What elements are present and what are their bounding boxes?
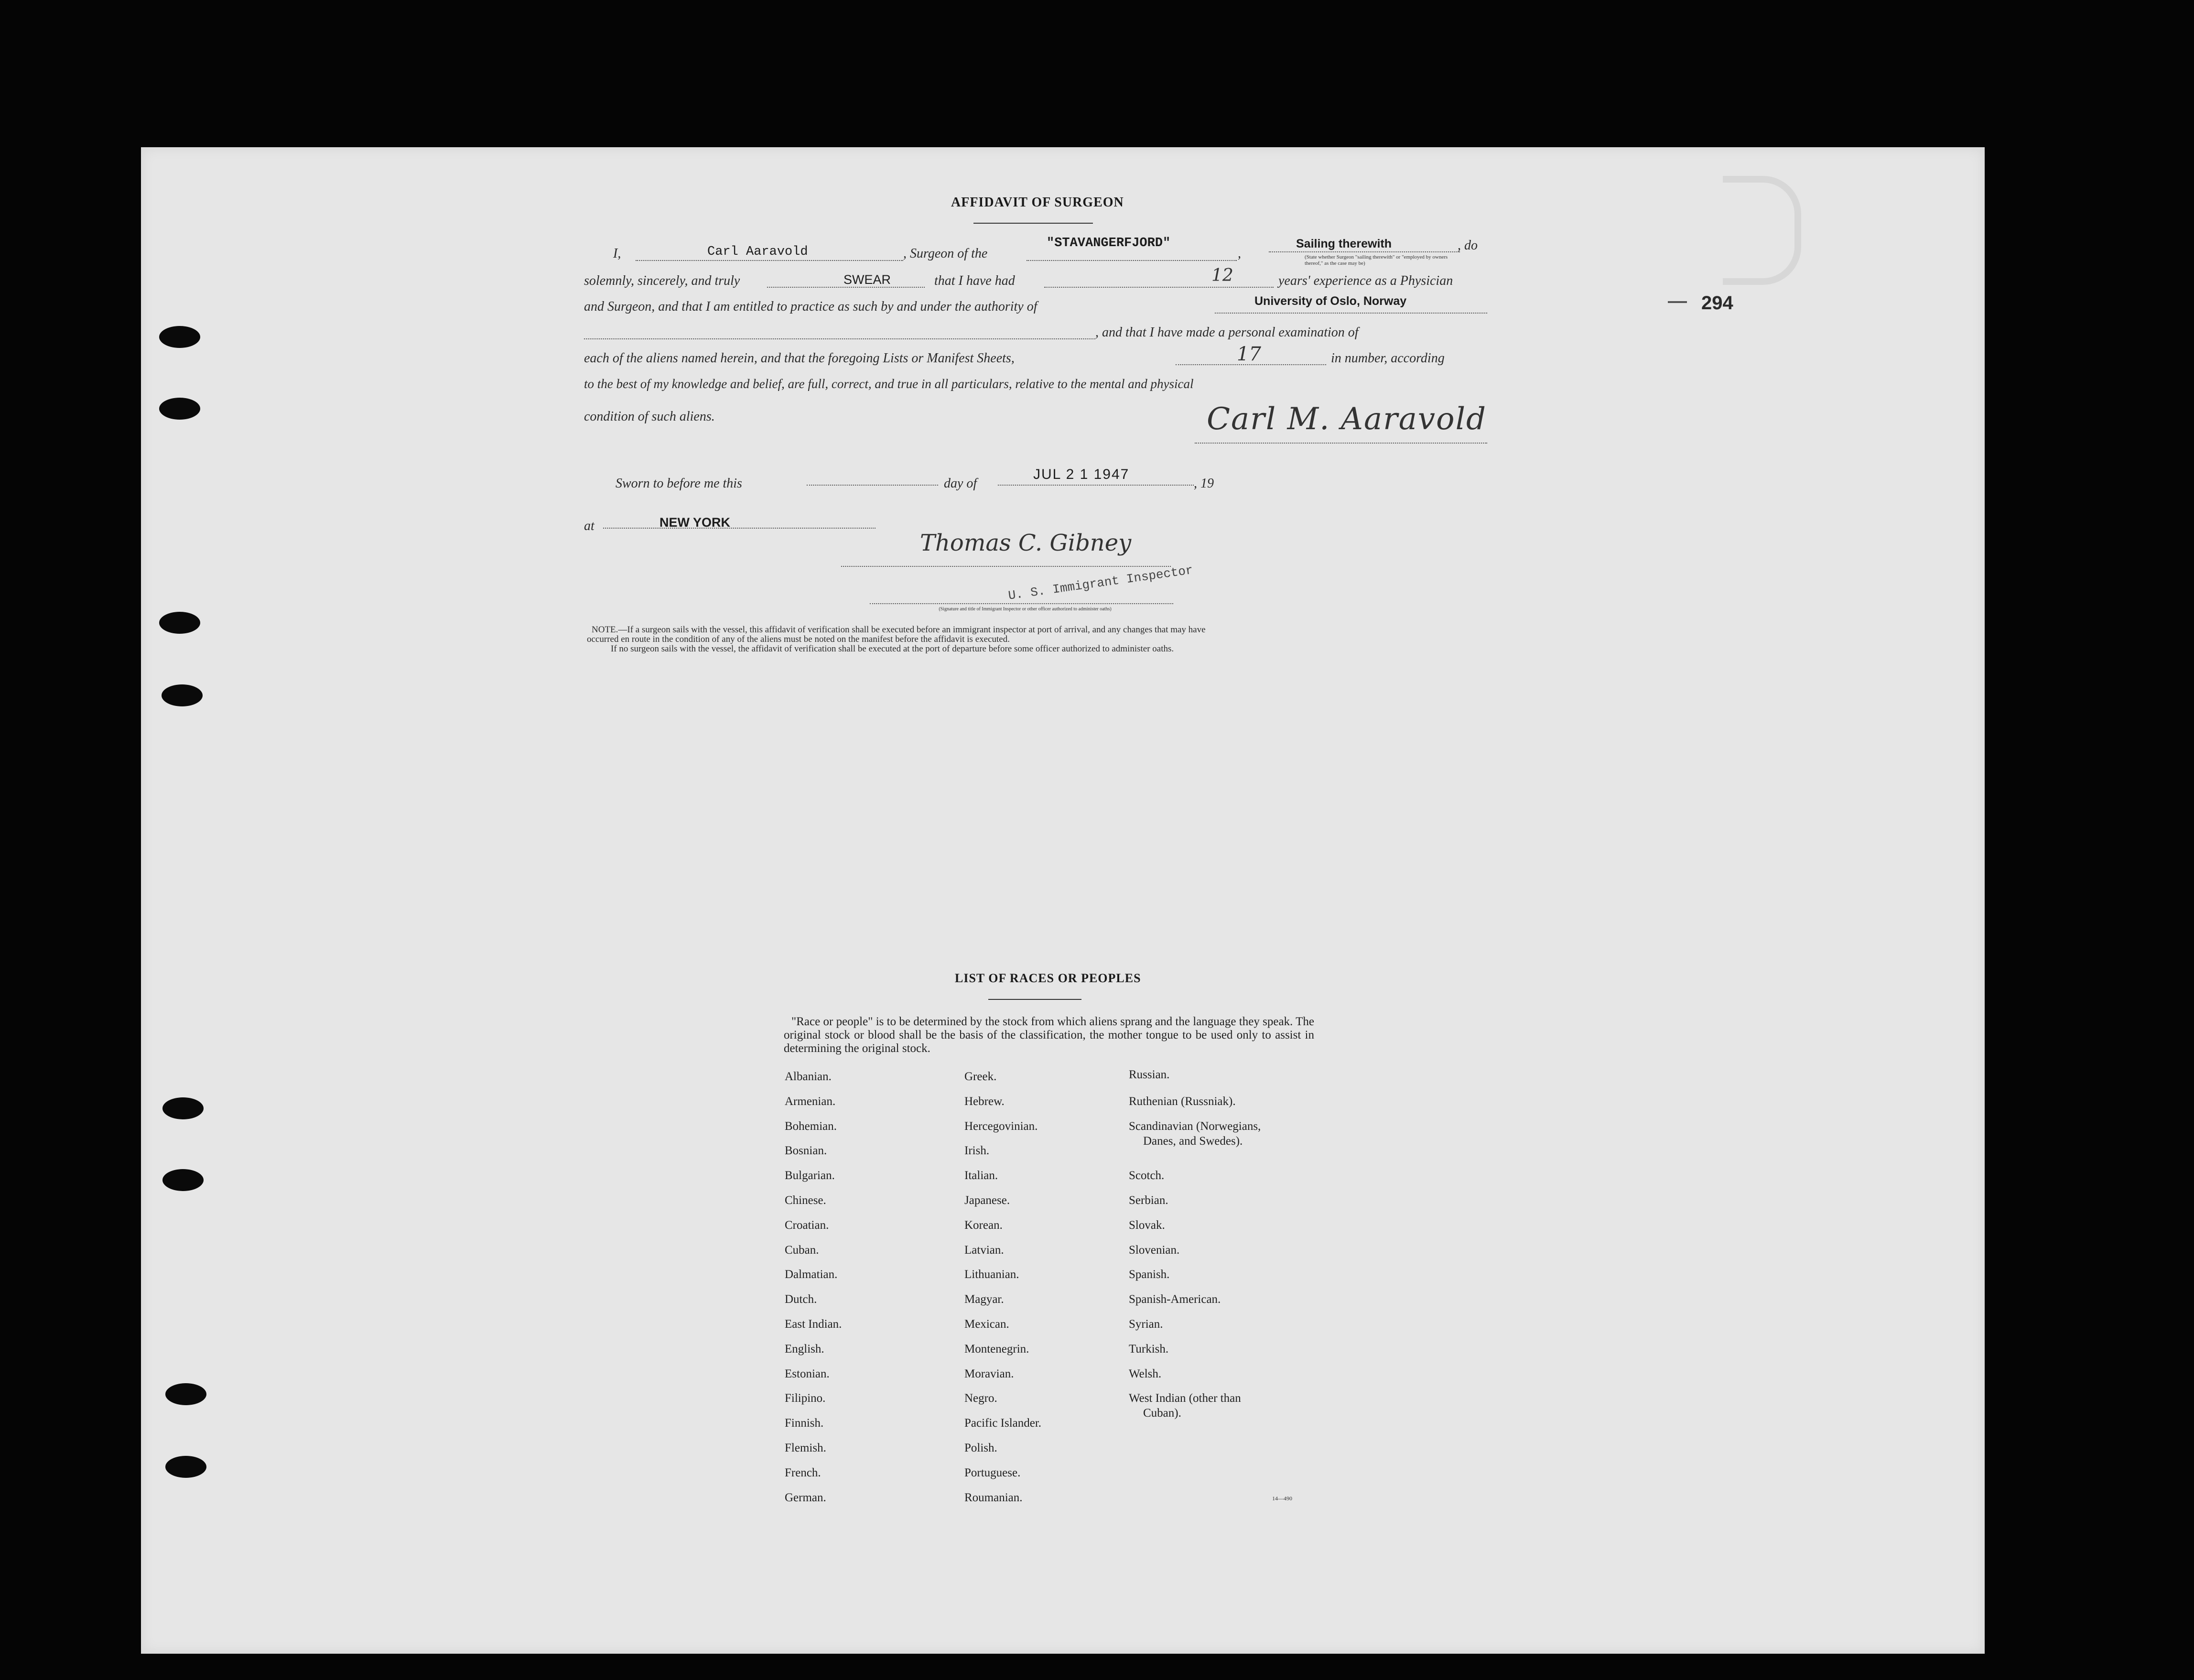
races-title-underline [988,999,1081,1000]
race-item: Cuban. [785,1243,819,1257]
punch-hole [165,1456,206,1478]
authority-line [1215,313,1487,314]
punch-hole [159,612,200,634]
punch-hole [159,398,200,420]
knowledge-text: to the best of my knowledge and belief, are full, correct, and true in all particulars, relative to the mental and physical [584,377,1194,391]
sworn-date-line [998,485,1194,486]
race-item: Bosnian. [785,1144,827,1158]
punch-hole [162,1097,204,1119]
authority-text: and Surgeon, and that I am entitled to practice as such by and under the authority of [584,299,1038,314]
sworn-day-line [807,485,938,486]
affidavit-title: AFFIDAVIT OF SURGEON [951,195,1124,210]
faint-stamp-mark [1723,176,1801,285]
race-item: Latvian. [964,1243,1004,1257]
page-number-mark [1668,301,1687,303]
at-text: at [584,519,594,533]
race-item: Pacific Islander. [964,1417,1042,1430]
inspector-stamp: U. S. Immigrant Inspector [1007,563,1194,603]
affidavit-i: I, [613,246,621,261]
race-item: Bohemian. [785,1119,837,1133]
race-item: East Indian. [785,1318,842,1331]
place-line [603,528,875,529]
authority-value: University of Oslo, Norway [1254,294,1407,308]
surgeon-signature: Carl M. Aaravold [1207,401,1487,437]
race-item: Japanese. [964,1194,1010,1207]
race-item: Serbian. [1129,1194,1168,1207]
each-aliens-text: each of the aliens named herein, and that the foregoing Lists or Manifest Sheets, [584,351,1015,366]
sailing-status: Sailing therewith [1296,237,1392,250]
race-item: Portuguese. [964,1466,1021,1479]
document-page [141,147,1985,1654]
race-item: French. [785,1466,821,1479]
punch-hole [165,1383,206,1405]
race-item: German. [785,1491,826,1504]
race-item: Armenian. [785,1095,836,1108]
race-item: Negro. [964,1392,997,1405]
race-item: Scandinavian (Norwegians, [1129,1119,1261,1133]
race-item: Filipino. [785,1392,826,1405]
sworn-date: JUL 2 1 1947 [1033,466,1130,482]
race-item: Hercegovinian. [964,1119,1038,1133]
race-item: Chinese. [785,1194,826,1207]
surgeon-name: Carl Aaravold [707,245,808,259]
vessel-name: "STAVANGERFJORD" [1047,236,1171,250]
race-item: Spanish. [1129,1268,1170,1281]
race-item: Hebrew. [964,1095,1005,1108]
race-item: Lithuanian. [964,1268,1019,1281]
day-of-text: day of [944,476,977,491]
race-item: Korean. [964,1218,1003,1232]
race-item: Welsh. [1129,1367,1162,1380]
race-item: Italian. [964,1169,998,1182]
years-value: 12 [1211,266,1233,285]
inspector-signature: Thomas C. Gibney [920,530,1132,556]
condition-text: condition of such aliens. [584,409,715,424]
years-text: years' experience as a Physician [1278,273,1453,288]
race-item: Flemish. [785,1442,826,1454]
inspector-signature-line [841,566,1171,567]
sailing-line [1269,251,1460,252]
race-item: Ruthenian (Russniak). [1129,1095,1236,1108]
oath-word: SWEAR [843,272,891,287]
year-prefix: , 19 [1194,476,1214,491]
examination-text: , and that I have made a personal examination of [1095,325,1359,340]
vessel-line [1027,260,1237,261]
race-item: Cuban). [1143,1407,1181,1420]
punch-hole [162,684,203,706]
signature-line [1195,443,1487,444]
page-number: 294 [1701,293,1733,314]
race-item: Slovak. [1129,1218,1165,1232]
form-number: 14—490 [1272,1495,1292,1502]
surgeon-of-label: , Surgeon of the [903,246,988,261]
race-item: Polish. [964,1442,997,1454]
race-item: Scotch. [1129,1169,1165,1182]
race-item: Montenegrin. [964,1342,1029,1355]
race-item: Finnish. [785,1417,824,1430]
race-item: Bulgarian. [785,1169,835,1182]
races-title: LIST OF RACES OR PEOPLES [955,971,1141,985]
race-item: Spanish-American. [1129,1293,1221,1306]
inspector-title-line [870,603,1173,604]
years-line [1044,287,1274,288]
race-item: Slovenian. [1129,1243,1180,1257]
race-item: Estonian. [785,1367,830,1380]
races-intro: "Race or people" is to be determined by the stock from which aliens sprang and the language they speak. The original stock or blood shall be the basis of the classification, the mother tongue to be used only to assist in determining the original stock. [784,1015,1314,1055]
race-item: Mexican. [964,1318,1009,1331]
race-item: English. [785,1342,824,1355]
race-item: Magyar. [964,1293,1004,1306]
authority-line-continued [584,338,1095,339]
punch-hole [162,1169,204,1191]
race-item: Syrian. [1129,1318,1163,1331]
race-item: Turkish. [1129,1342,1169,1355]
title-underline [973,223,1093,224]
race-item: Dalmatian. [785,1268,838,1281]
race-item: Russian. [1129,1068,1170,1081]
place-value: NEW YORK [659,515,731,530]
sailing-note: (State whether Surgeon "sailing therewith" or "employed by owners thereof," as the case may be) [1305,254,1448,266]
note-line-1: NOTE.—If a surgeon sails with the vessel, this affidavit of verification shall be executed before an immigrant inspector at port of arrival, and any changes that may have [592,625,1206,635]
have-had-text: that I have had [934,273,1015,288]
do-label: , do [1458,238,1478,253]
note-line-3: If no surgeon sails with the vessel, the affidavit of verification shall be executed at the port of departure before some officer authorized to administer oaths. [611,644,1174,654]
race-item: Greek. [964,1070,997,1083]
race-item: Dutch. [785,1293,817,1306]
race-item: Moravian. [964,1367,1014,1380]
sworn-text: Sworn to before me this [616,476,742,491]
comma: , [1238,246,1241,261]
solemnly-text: solemnly, sincerely, and truly [584,273,740,288]
race-item: Croatian. [785,1218,829,1232]
surgeon-name-line [636,260,903,261]
race-item: Danes, and Swedes). [1143,1134,1243,1148]
punch-hole [159,326,200,348]
sheets-value: 17 [1237,343,1261,365]
note-line-2: occurred en route in the condition of any of the aliens must be noted on the manifest before the affidavit is executed. [587,634,1010,644]
inspector-caption: (Signature and title of Immigrant Inspector or other officer authorized to administer oaths) [939,607,1112,612]
race-item: Roumanian. [964,1491,1023,1504]
race-item: Irish. [964,1144,990,1158]
in-number-text: in number, according [1331,351,1445,366]
race-item: Albanian. [785,1070,832,1083]
race-item: West Indian (other than [1129,1392,1241,1405]
